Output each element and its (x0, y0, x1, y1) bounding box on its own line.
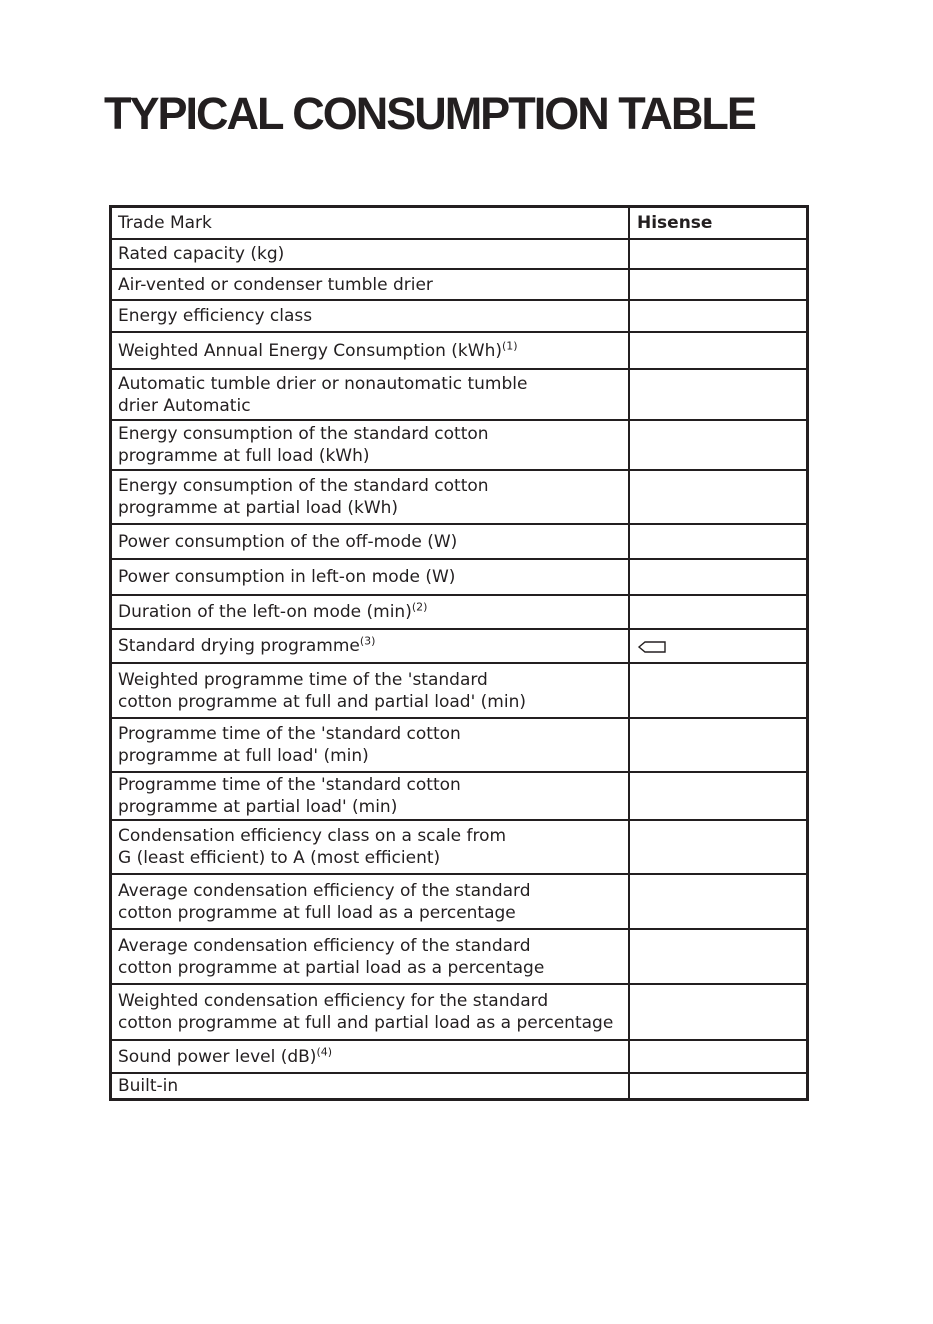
row-value (630, 1074, 806, 1098)
footnote-ref: (2) (411, 600, 428, 614)
label-line: Air-vented or condenser tumble drier (118, 274, 433, 295)
row-value (630, 664, 806, 717)
table-row (112, 270, 806, 301)
row-label (112, 270, 630, 299)
table-row (112, 985, 806, 1041)
row-label (112, 560, 630, 594)
table-row (112, 560, 806, 596)
label-line: Duration of the left-on mode (min) (118, 602, 412, 622)
row-label (112, 1041, 630, 1072)
table-row (112, 930, 806, 985)
footnote-ref: (3) (359, 634, 376, 648)
footnote-ref: (1) (502, 338, 518, 352)
table-row (112, 773, 806, 821)
table-row (112, 596, 806, 630)
label-line: Automatic tumble drier or nonautomatic tumble (118, 373, 528, 394)
table-row (112, 719, 806, 773)
row-value (630, 471, 806, 523)
consumption-table (109, 205, 809, 1101)
row-label (112, 1074, 630, 1098)
row-label (112, 875, 630, 928)
label-line: cotton programme at full and partial load' (min) (118, 691, 526, 712)
label-line: drier Automatic (118, 395, 251, 416)
label-line: Energy efficiency class (118, 306, 313, 326)
label-line: Energy consumption of the standard cotton (118, 476, 489, 496)
row-label (112, 471, 630, 523)
row-value (630, 821, 806, 873)
footnote-ref: (4) (316, 1044, 333, 1058)
row-label (112, 421, 630, 469)
brand-value: Hisense (637, 213, 713, 233)
table-row (112, 630, 806, 664)
label-line: cotton programme at full and partial load as a percentage (118, 1013, 614, 1033)
label-line: cotton programme at partial load as a percentage (118, 957, 545, 978)
row-label (112, 664, 630, 717)
label-line: cotton programme at full load as a percentage (118, 902, 516, 923)
row-value (630, 630, 806, 662)
row-value (630, 370, 806, 419)
row-value (630, 525, 806, 558)
row-label (112, 525, 630, 558)
row-label (112, 719, 630, 771)
table-row (112, 421, 806, 471)
label-line: programme at partial load' (min) (118, 797, 398, 817)
row-value (630, 596, 806, 628)
label-line: Standard drying programme (118, 636, 360, 656)
table-row (112, 240, 806, 270)
table-row (112, 1041, 806, 1074)
row-label (112, 985, 630, 1039)
row-value (630, 719, 806, 771)
label-line: Built-in (118, 1076, 179, 1096)
label-line: Weighted condensation efficiency for the standard (118, 991, 549, 1011)
row-value (630, 773, 806, 819)
label-line: programme at partial load (kWh) (118, 498, 399, 518)
row-value (630, 560, 806, 594)
row-label (112, 333, 630, 368)
row-value (630, 1041, 806, 1072)
table-row (112, 301, 806, 333)
row-label (112, 821, 630, 873)
label-line: Condensation efficiency class on a scale from (118, 826, 507, 846)
row-value (630, 985, 806, 1039)
label-line: Sound power level (dB) (118, 1046, 317, 1067)
page-title: TYPICAL CONSUMPTION TABLE (104, 88, 755, 139)
cupboard-dry-icon (637, 639, 667, 653)
row-label (112, 370, 630, 419)
table-row (112, 333, 806, 370)
row-value (630, 270, 806, 299)
row-value (630, 875, 806, 928)
row-label (112, 773, 630, 819)
label-line: Weighted programme time of the 'standard (118, 669, 488, 690)
label-line: G (least efficient) to A (most efficient) (118, 848, 441, 868)
row-label (112, 208, 630, 238)
table-row (112, 1074, 806, 1098)
label-line: Trade Mark (118, 213, 212, 233)
table-row (112, 525, 806, 560)
row-label (112, 630, 630, 662)
row-value (630, 240, 806, 268)
label-line: Power consumption of the off-mode (W) (118, 531, 458, 552)
label-line: programme at full load' (min) (118, 746, 369, 766)
label-line: Average condensation efficiency of the standard (118, 880, 531, 901)
table-row (112, 370, 806, 421)
row-value (630, 301, 806, 331)
table-row (112, 664, 806, 719)
row-label (112, 301, 630, 331)
label-line: Average condensation efficiency of the standard (118, 935, 531, 956)
row-value (630, 333, 806, 368)
label-line: Rated capacity (kg) (118, 244, 285, 264)
table-row (112, 821, 806, 875)
row-value (630, 930, 806, 983)
label-line: Power consumption in left-on mode (W) (118, 567, 456, 587)
label-line: programme at full load (kWh) (118, 446, 370, 466)
row-label (112, 596, 630, 628)
table-row (112, 208, 806, 240)
table-row (112, 875, 806, 930)
row-label (112, 240, 630, 268)
row-label (112, 930, 630, 983)
row-value (630, 421, 806, 469)
label-line: Energy consumption of the standard cotton (118, 424, 489, 444)
table-row (112, 471, 806, 525)
label-line: Weighted Annual Energy Consumption (kWh) (118, 340, 502, 361)
label-line: Programme time of the 'standard cotton (118, 724, 461, 744)
label-line: Programme time of the 'standard cotton (118, 775, 461, 795)
